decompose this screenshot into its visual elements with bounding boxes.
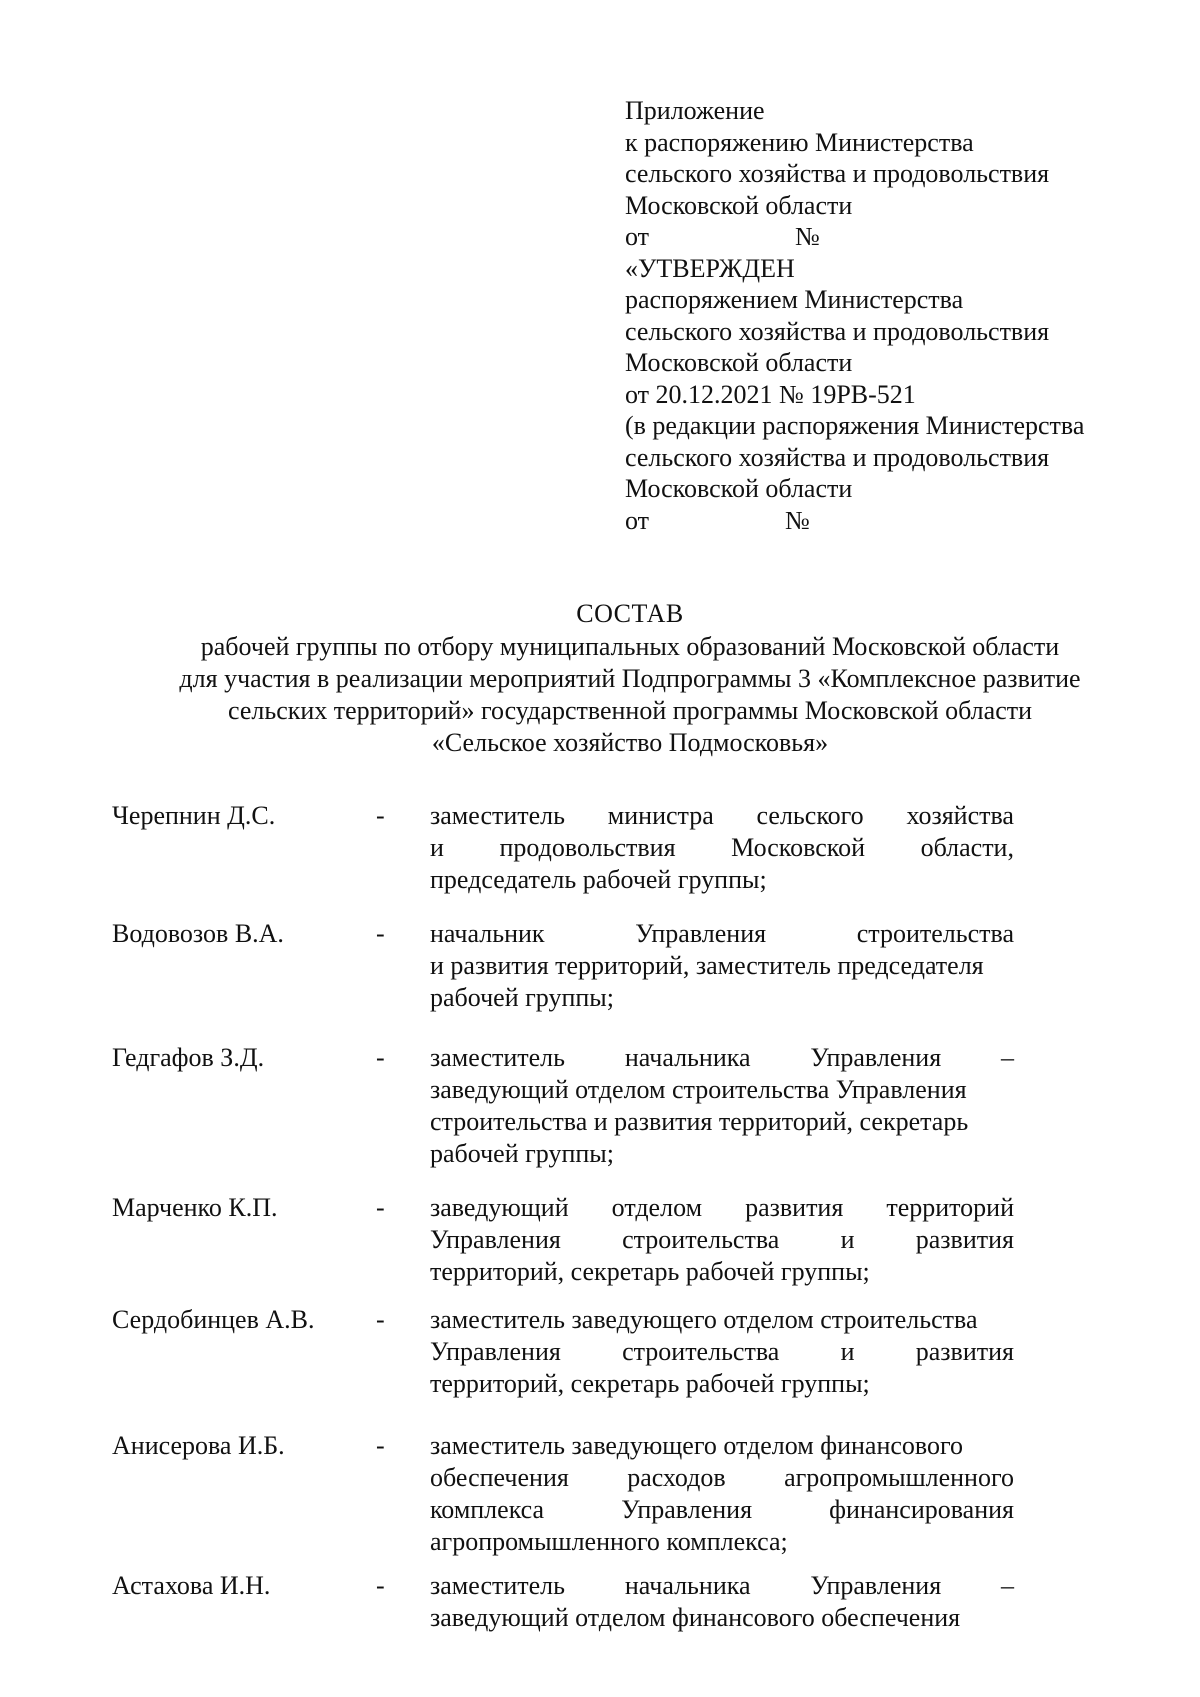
annex-date-number-line bbox=[625, 221, 1084, 253]
member-name: Марченко К.П. bbox=[112, 1193, 278, 1222]
role-line: заместитель заведующего отделом строительства bbox=[430, 1305, 978, 1334]
role-line: заместитель заведующего отделом финансового bbox=[430, 1431, 964, 1460]
annex-date-label: от bbox=[625, 222, 650, 251]
role-word: строительства bbox=[622, 1225, 780, 1254]
role-word: отделом bbox=[611, 1193, 703, 1222]
approval-date-number: от 20.12.2021 № 19РВ-521 bbox=[625, 379, 916, 409]
member-role bbox=[430, 800, 1014, 896]
annex-text-line: сельского хозяйства и продовольствия bbox=[625, 159, 1050, 188]
document-heading: СОСТАВ bbox=[576, 599, 684, 628]
role-line: агропромышленного комплекса; bbox=[430, 1527, 788, 1556]
role-line bbox=[430, 1224, 1014, 1256]
role-word: Управления bbox=[810, 1571, 942, 1600]
role-word: начальника bbox=[624, 1571, 751, 1600]
role-word: продовольствия bbox=[499, 833, 676, 862]
role-word: начальник bbox=[430, 919, 545, 948]
member-role bbox=[430, 1430, 1014, 1558]
member-name: Анисерова И.Б. bbox=[112, 1431, 285, 1460]
annex-number-label: № bbox=[785, 505, 810, 535]
member-name: Гедгафов З.Д. bbox=[112, 1043, 265, 1072]
annex-text-line: распоряжением Министерства bbox=[625, 285, 964, 314]
annex-title: Приложение bbox=[625, 96, 765, 125]
role-line: председатель рабочей группы; bbox=[430, 865, 767, 894]
title-line: сельских территорий» государственной программы Московской области bbox=[227, 696, 1033, 725]
role-word: Управления bbox=[810, 1043, 942, 1072]
role-line bbox=[430, 1462, 1014, 1494]
role-word: расходов bbox=[627, 1463, 726, 1492]
role-line: заведующий отделом финансового обеспечения bbox=[430, 1603, 961, 1632]
role-word: и bbox=[840, 1337, 855, 1366]
annex-text-line: к распоряжению Министерства bbox=[625, 127, 974, 157]
role-word: Управления bbox=[635, 919, 767, 948]
role-line bbox=[430, 918, 1014, 950]
title-line: «Сельское хозяйство Подмосковья» bbox=[431, 728, 829, 757]
role-line bbox=[430, 1336, 1014, 1368]
dash-separator: - bbox=[376, 1193, 385, 1222]
role-word: комплекса bbox=[430, 1495, 545, 1524]
annex-date-number-line bbox=[625, 505, 1084, 537]
annex-text-line: сельского хозяйства и продовольствия bbox=[625, 442, 1050, 472]
role-word: заместитель bbox=[430, 1043, 566, 1072]
role-word: строительства bbox=[622, 1337, 780, 1366]
role-word: развития bbox=[745, 1193, 844, 1222]
title-line: рабочей группы по отбору муниципальных образований Московской области bbox=[200, 632, 1060, 661]
dash-separator: - bbox=[376, 919, 385, 948]
role-word: развития bbox=[915, 1225, 1014, 1254]
annex-text-line: сельского хозяйства и продовольствия bbox=[625, 316, 1050, 346]
role-word: заведующий bbox=[430, 1193, 569, 1222]
role-word: – bbox=[1000, 1043, 1014, 1072]
role-line: рабочей группы; bbox=[430, 983, 614, 1012]
dash-separator: - bbox=[376, 1571, 385, 1600]
role-word: заместитель bbox=[430, 801, 566, 830]
dash-separator: - bbox=[376, 1305, 385, 1334]
role-line bbox=[430, 1570, 1014, 1602]
member-name: Сердобинцев А.В. bbox=[112, 1305, 315, 1334]
role-line bbox=[430, 1494, 1014, 1526]
role-word: начальника bbox=[624, 1043, 751, 1072]
role-word: финансирования bbox=[829, 1495, 1014, 1524]
dash-separator: - bbox=[376, 801, 385, 830]
role-word: хозяйства bbox=[906, 801, 1014, 830]
role-word: агропромышленного bbox=[784, 1463, 1014, 1492]
role-line: территорий, секретарь рабочей группы; bbox=[430, 1257, 870, 1286]
role-word: сельского bbox=[756, 801, 864, 830]
role-line bbox=[430, 800, 1014, 832]
role-line: территорий, секретарь рабочей группы; bbox=[430, 1369, 870, 1398]
role-word: – bbox=[1000, 1571, 1014, 1600]
role-word: обеспечения bbox=[430, 1463, 569, 1492]
role-line: заведующий отделом строительства Управления bbox=[430, 1075, 967, 1104]
annex-text-line: (в редакции распоряжения Министерства bbox=[625, 411, 1085, 440]
role-word: министра bbox=[607, 801, 714, 830]
role-line bbox=[430, 1192, 1014, 1224]
annex-text-line: Московской области bbox=[625, 348, 853, 377]
title-line: для участия в реализации мероприятий Подпрограммы 3 «Комплексное развитие bbox=[179, 664, 1081, 693]
dash-separator: - bbox=[376, 1431, 385, 1460]
annex-text-line: Московской области bbox=[625, 474, 853, 503]
member-role bbox=[430, 1570, 1014, 1634]
annex-number-label: № bbox=[795, 222, 820, 251]
annex-text-line: Московской области bbox=[625, 190, 853, 220]
role-line: и развития территорий, заместитель председателя bbox=[430, 951, 984, 980]
member-role bbox=[430, 1304, 1014, 1400]
role-line: рабочей группы; bbox=[430, 1139, 614, 1168]
annex-date-label: от bbox=[625, 505, 650, 535]
approved-heading: «УТВЕРЖДЕН bbox=[625, 253, 795, 283]
role-word: Московской bbox=[731, 833, 865, 862]
role-word: заместитель bbox=[430, 1571, 566, 1600]
member-role bbox=[430, 1042, 1014, 1170]
member-name: Астахова И.Н. bbox=[112, 1571, 271, 1600]
role-word: территорий bbox=[886, 1193, 1014, 1222]
role-word: области, bbox=[920, 833, 1014, 862]
role-word: Управления bbox=[621, 1495, 753, 1524]
member-role bbox=[430, 1192, 1014, 1288]
role-word: развития bbox=[915, 1337, 1014, 1366]
role-word: строительства bbox=[856, 919, 1014, 948]
member-name: Водовозов В.А. bbox=[112, 919, 284, 948]
document-title-block bbox=[140, 598, 1120, 759]
role-word: Управления bbox=[430, 1337, 561, 1366]
role-word: и bbox=[430, 833, 444, 862]
role-word: и bbox=[840, 1225, 855, 1254]
annex-block bbox=[625, 95, 1084, 536]
member-role bbox=[430, 918, 1014, 1014]
role-line: строительства и развития территорий, секретарь bbox=[430, 1107, 969, 1136]
role-word: Управления bbox=[430, 1225, 561, 1254]
dash-separator: - bbox=[376, 1043, 385, 1072]
role-line bbox=[430, 832, 1014, 864]
role-line bbox=[430, 1042, 1014, 1074]
member-name: Черепнин Д.С. bbox=[112, 801, 276, 830]
